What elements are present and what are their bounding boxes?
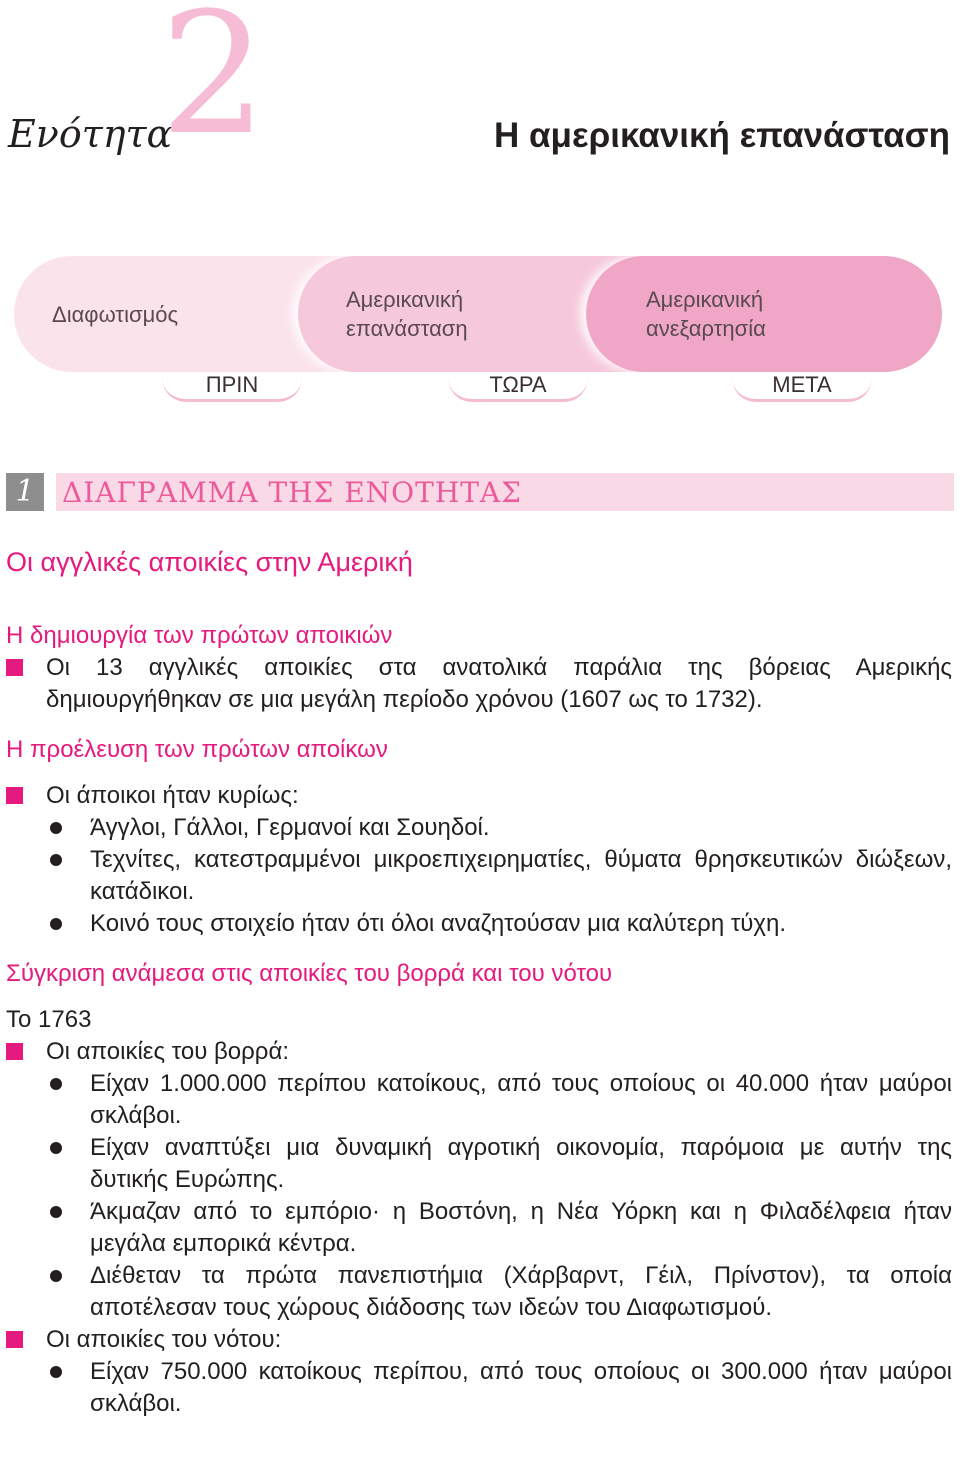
unit-number: 2	[160, 0, 267, 172]
bullet-item: Είχαν 750.000 κατοίκους περίπου, από τους οποίους οι 300.000 ήταν μαύροι σκλάβοι.	[6, 1356, 952, 1420]
bullet-dot-icon	[50, 1270, 62, 1282]
section-title: ΔΙΑΓΡΑΜΜΑ ΤΗΣ ΕΝΟΤΗΤΑΣ	[62, 476, 522, 509]
bullet-dot-icon	[50, 1078, 62, 1090]
bullet-dot-icon	[50, 1366, 62, 1378]
stage-now-line1: Αμερικανική	[346, 287, 464, 312]
year-label: Το 1763	[6, 1006, 92, 1033]
stage-after	[586, 256, 942, 372]
section-content	[6, 544, 952, 1420]
list-item: Οι 13 αγγλικές αποικίες στα ανατολικά παράλια της βόρειας Αμερικής δημιουργήθηκαν σε μια μεγάλη περίοδο χρόνου (1607 ως το 1732).	[6, 652, 952, 716]
bullet-dot-icon	[50, 918, 62, 930]
bullet-item: Τεχνίτες, κατεστραμμένοι μικροεπιχειρηματίες, θύματα θρησκευτικών διώξεων, κατάδικοι.	[6, 844, 952, 908]
section-number: 1	[6, 473, 44, 511]
bullet-item: Κοινό τους στοιχείο ήταν ότι όλοι αναζητούσαν μια καλύτερη τύχη.	[6, 908, 952, 940]
bullet-dot-icon	[50, 822, 62, 834]
list-item-south: Οι αποικίες του νότου:	[6, 1324, 952, 1356]
stage-after-line2: ανεξαρτησία	[646, 316, 766, 341]
stage-after-line1: Αμερικανική	[646, 287, 764, 312]
timeline-after-label: ΜΕΤΑ	[732, 368, 872, 402]
bullet-item: Είχαν αναπτύξει μια δυναμική αγροτική οικονομία, παρόμοια με αυτήν της δυτικής Ευρώπης.	[6, 1132, 952, 1196]
bullet-item: Άγγλοι, Γάλλοι, Γερμανοί και Σουηδοί.	[6, 812, 952, 844]
timeline-before-label: ΠΡΙΝ	[162, 368, 302, 402]
subheading-creation: Η δημιουργία των πρώτων αποικιών	[6, 622, 393, 649]
chapter-flow-diagram	[0, 250, 960, 410]
bullet-dot-icon	[50, 1206, 62, 1218]
stage-now-line2: επανάσταση	[346, 316, 468, 341]
bullet-dot-icon	[50, 854, 62, 866]
list-item-north: Οι αποικίες του βορρά:	[6, 1036, 952, 1068]
main-heading: Οι αγγλικές αποικίες στην Αμερική	[6, 547, 413, 577]
unit-word: Ενότητα	[8, 112, 173, 156]
list-item: Οι άποικοι ήταν κυρίως:	[6, 780, 952, 812]
bullet-dot-icon	[50, 1142, 62, 1154]
subheading-comparison: Σύγκριση ανάμεσα στις αποικίες του βορρά και του νότου	[6, 960, 613, 987]
bullet-item: Άκμαζαν από το εμπόριο· η Βοστόνη, η Νέα Υόρκη και η Φιλαδέλφεια ήταν μεγάλα εμπορικά κέντρα.	[6, 1196, 952, 1260]
subheading-origin: Η προέλευση των πρώτων αποίκων	[6, 736, 388, 763]
timeline-now-label: ΤΩΡΑ	[448, 368, 588, 402]
stage-before-line1: Διαφωτισμός	[52, 301, 179, 327]
bullet-item: Διέθεταν τα πρώτα πανεπιστήμια (Χάρβαρντ, Γέιλ, Πρίνστον), τα οποία αποτέλεσαν τους χώρους διάδοσης των ιδεών του Διαφωτισμού.	[6, 1260, 952, 1324]
page-title: Η αμερικανική επανάσταση	[494, 116, 950, 155]
bullet-item: Είχαν 1.000.000 περίπου κατοίκους, από τους οποίους οι 40.000 ήταν μαύροι σκλάβοι.	[6, 1068, 952, 1132]
